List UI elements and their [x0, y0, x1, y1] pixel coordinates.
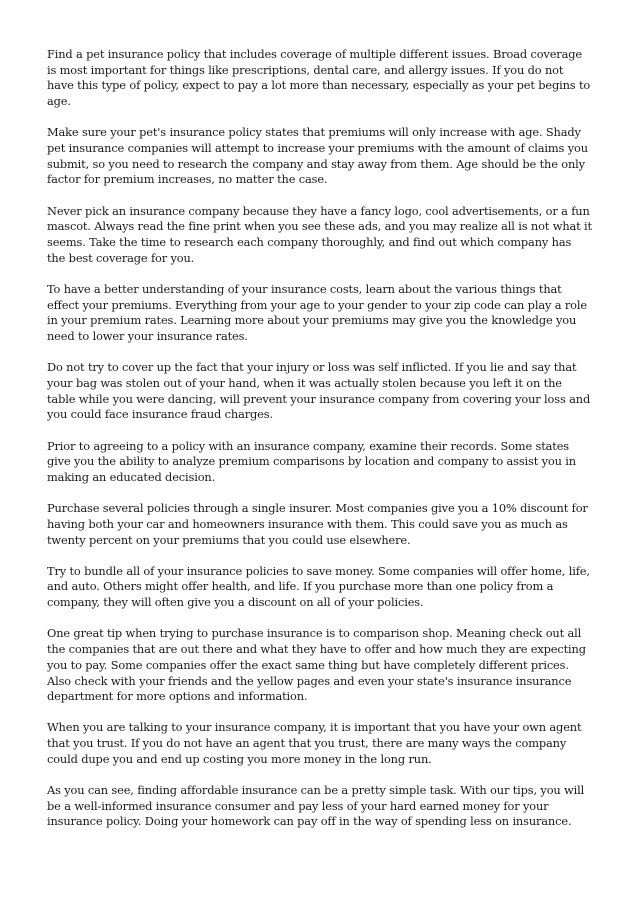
paragraph-self-inflicted: Do not try to cover up the fact that your injury or loss was self inflicted. If you lie and say that your bag was stolen out of your hand, when it was actually stolen because you left it on the table while you were dancing, will prevent your insurance company from covering your loss and you could face insurance fraud charges.	[47, 360, 591, 422]
paragraph-own-agent: When you are talking to your insurance company, it is important that you have your own agent that you trust. If you do not have an agent that you trust, there are many ways the company could dupe you and end up costing you more money in the long run.	[47, 720, 582, 766]
paragraph-bundle-policies: Try to bundle all of your insurance policies to save money. Some companies will offer home, life, and auto. Others might offer health, and life. If you purchase more than one policy from a company, they will often give you a discount on all of your policies.	[47, 563, 590, 610]
paragraph-pet-policy-coverage: Find a pet insurance policy that includes coverage of multiple different issues. Broad coverage is most important for things like prescriptions, dental care, and allergy issues. If you do not have this type of policy, expect to pay a lot more than necessary, especially as your pet begins to age.	[47, 47, 591, 109]
paragraph-insurance-costs: To have a better understanding of your insurance costs, learn about the various things that effect your premiums. Everything from your age to your gender to your zip code can play a role in your premium rates. Learning more about your premiums may give you the knowledge you need to lower your insurance rates.	[47, 281, 587, 344]
paragraph-comparison-shop: One great tip when trying to purchase insurance is to comparison shop. Meaning check out all the companies that are out there and what they have to offer and how much they are expecting you to pay. Some companies offer the exact same thing but have completely different prices. Also check with your friends and the yellow pages and even your state's insurance insurance department for more options and information.	[47, 626, 586, 704]
paragraph-premium-age: Make sure your pet's insurance policy states that premiums will only increase with age. Shady pet insurance companies will attempt to increase your premiums with the amount of claims you submit, so you need to research the company and stay away from them. Age should be the only factor for premium increases, no matter the case.	[47, 125, 588, 187]
paragraph-conclusion: As you can see, finding affordable insurance can be a pretty simple task. With our tips, you will be a well-informed insurance consumer and pay less of your hard earned money for your insurance policy. Doing your homework can pay off in the way of spending less on insurance.	[47, 783, 585, 829]
document-body	[47, 47, 592, 830]
paragraph-examine-records: Prior to agreeing to a policy with an insurance company, examine their records. Some states give you the ability to analyze premium comparisons by location and company to assist you in making an educated decision.	[47, 438, 576, 484]
paragraph-single-insurer: Purchase several policies through a single insurer. Most companies give you a 10% discount for having both your car and homeowners insurance with them. This could save you as much as twenty percent on your premiums that you could use elsewhere.	[47, 501, 588, 547]
paragraph-fancy-logo: Never pick an insurance company because they have a fancy logo, cool advertisements, or a fun mascot. Always read the fine print when you see these ads, and you may realize all is not what it seems. Take the time to research each company thoroughly, and find out which company has the best coverage for you.	[47, 203, 592, 265]
